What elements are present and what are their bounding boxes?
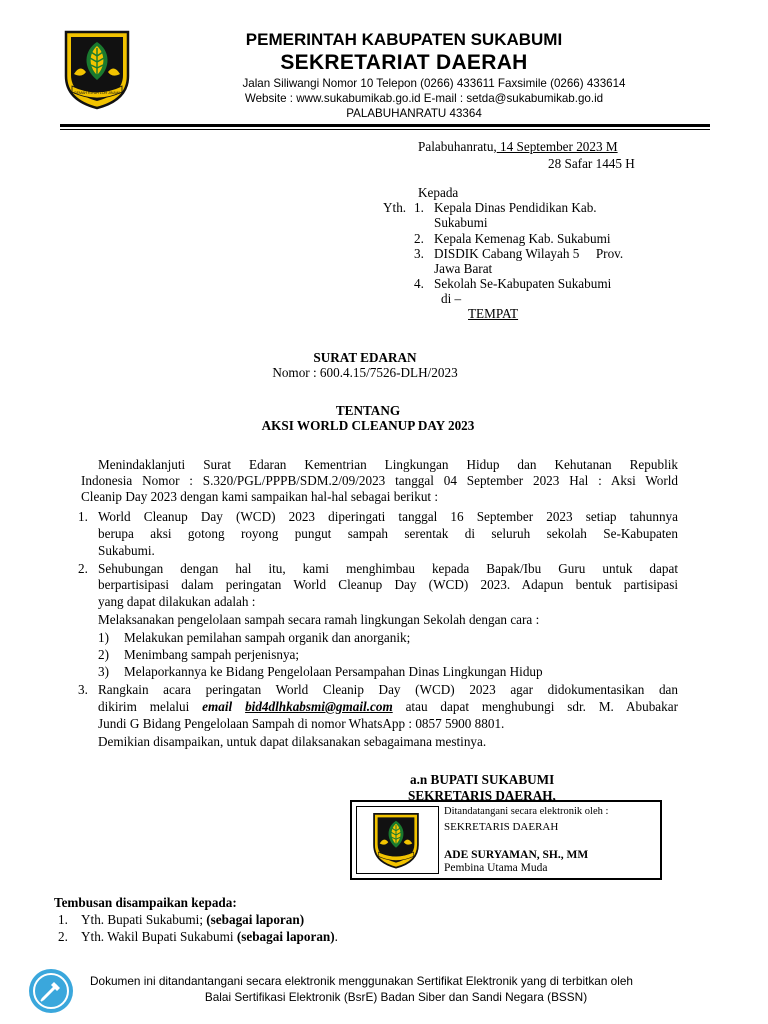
esignature-note: Ditandatangani secara elektronik oleh :: [444, 806, 609, 817]
subject-tentang: TENTANG: [335, 403, 401, 418]
item-2-num: 2.: [78, 561, 88, 576]
tembusan-1: [81, 911, 304, 929]
item-1-line-3: Sukabumi.: [98, 543, 155, 558]
item-1-num: 1.: [78, 509, 88, 524]
recipient-3-cont: Jawa Barat: [434, 261, 493, 276]
tembusan-2-note: (sebagai laporan): [236, 929, 335, 944]
date-hijri: 28 Safar 1445 H: [548, 156, 635, 171]
recipient-kepada: Kepada: [418, 185, 459, 200]
signer-rank: Pembina Utama Muda: [444, 862, 548, 874]
letterhead-office: SEKRETARIAT DAERAH: [280, 51, 528, 74]
item-2-line-2: berpartisipasi dalam peringatan World Cleanup Day (WCD) 2023. Adapun bentuk partisipasi: [98, 577, 678, 592]
subitem-2: Menimbang sampah perjenisnya;: [124, 647, 300, 662]
tembusan-2-num: 2.: [58, 929, 68, 944]
email-link[interactable]: bid4dlhkabsmi@gmail.com: [245, 699, 393, 714]
letterhead-web: Website : www.sukabumikab.go.id E-mail : setda@sukabumikab.go.id: [244, 92, 604, 105]
item-1-line-1: World Cleanup Day (WCD) 2023 diperingati tanggal 16 September 2023 setiap tahunnya: [98, 509, 678, 524]
kabupaten-emblem-icon: [366, 811, 426, 869]
recipient-1-num: 1.: [414, 200, 424, 215]
recipient-yth: Yth.: [383, 200, 407, 215]
subitem-3: Melaporkannya ke Bidang Pengelolaan Persampahan Dinas Lingkungan Hidup: [124, 664, 543, 679]
recipient-2: Kepala Kemenag Kab. Sukabumi: [434, 231, 611, 246]
body-intro-1: Menindaklanjuti Surat Edaran Kementrian Lingkungan Hidup dan Kehutanan Republik: [98, 457, 678, 472]
tembusan-2-text: Yth. Wakil Bupati Sukabumi: [81, 929, 237, 944]
item-2-line-1: Sehubungan dengan hal itu, kami menghimbau kepada Bapak/Ibu Guru untuk dapat: [98, 561, 678, 576]
item-3-line-1: Rangkain acara peringatan World Cleanip Day (WCD) 2023 agar didokumentasikan dan: [98, 682, 678, 697]
closing-text: Demikian disampaikan, untuk dapat dilaksanakan sebagaimana mestinya.: [98, 734, 487, 749]
item-3-pre: dikirim melalui: [98, 699, 203, 714]
item-3-line-2: [98, 698, 678, 716]
recipient-di: di –: [441, 291, 462, 306]
recipient-1-cont: Sukabumi: [434, 215, 488, 230]
item-3-line-3: Jundi G Bidang Pengelolaan Sampah di nomor WhatsApp : 0857 5900 8801.: [98, 716, 505, 731]
item-3-num: 3.: [78, 682, 88, 697]
recipient-4-num: 4.: [414, 276, 424, 291]
item-2-line-4: Melaksanakan pengelolaan sampah secara ramah lingkungan Sekolah dengan cara :: [98, 612, 540, 627]
subitem-2-num: 2): [98, 647, 109, 662]
footer-line-2: Balai Sertifikasi Elektronik (BsrE) Badan Siber dan Sandi Negara (BSSN): [204, 990, 588, 1004]
recipient-4: Sekolah Se-Kabupaten Sukabumi: [434, 276, 612, 291]
esignature-role: SEKRETARIS DAERAH: [444, 821, 559, 833]
body-intro-3: Cleanip Day 2023 dengan kami sampaikan hal-hal sebagai berikut :: [81, 489, 439, 504]
body-intro-2: Indonesia Nomor : S.320/PGL/PPPB/SDM.2/09/2023 tanggal 04 September 2023 Hal : Aksi World: [81, 473, 678, 488]
email-label: email: [202, 699, 233, 714]
subitem-1-num: 1): [98, 630, 109, 645]
signer-name: ADE SURYAMAN, SH., MM: [444, 849, 589, 861]
item-2-line-3: yang dapat dilakukan adalah :: [98, 594, 256, 609]
letterhead-divider-thin: [60, 129, 710, 130]
letterhead-address: Jalan Siliwangi Nomor 10 Telepon (0266) 433611 Faxsimile (0266) 433614: [242, 77, 626, 90]
subitem-3-num: 3): [98, 664, 109, 679]
letter-number: Nomor : 600.4.15/7526-DLH/2023: [272, 365, 458, 380]
footer-line-1: Dokumen ini ditandantangani secara elektronik menggunakan Sertifikat Elektronik yang di terbitkan oleh: [90, 974, 633, 988]
recipient-1: Kepala Dinas Pendidikan Kab.: [434, 200, 597, 215]
letterhead-divider: [60, 124, 710, 127]
emblem-motto-text: GEMAH RIPAH LOH JINAWI: [73, 91, 121, 95]
signature-on-behalf: a.n BUPATI SUKABUMI: [410, 772, 555, 787]
date-place: Palabuhanratu,: [418, 139, 497, 154]
subitem-1: Melakukan pemilahan sampah organik dan anorganik;: [124, 630, 411, 645]
letter-title: SURAT EDARAN: [313, 350, 417, 365]
recipient-3: DISDIK Cabang Wilayah 5 Prov.: [434, 246, 624, 261]
item-3-post: atau dapat menghubungi sdr. M. Abubakar: [392, 699, 678, 714]
signature-role: SEKRETARIS DAERAH,: [408, 788, 556, 803]
date-masehi: 14 September 2023 M: [496, 139, 618, 154]
tembusan-1-num: 1.: [58, 912, 68, 927]
recipient-3-num: 3.: [414, 246, 424, 261]
recipient-tempat: TEMPAT: [468, 306, 519, 321]
letterhead-city: PALABUHANRATU 43364: [346, 107, 482, 120]
subject-title: AKSI WORLD CLEANUP DAY 2023: [261, 418, 475, 433]
letterhead-government: PEMERINTAH KABUPATEN SUKABUMI: [245, 30, 563, 49]
letter-date: [418, 138, 618, 156]
tembusan-1-text: Yth. Bupati Sukabumi;: [81, 912, 207, 927]
recipient-2-num: 2.: [414, 231, 424, 246]
tembusan-2: [81, 928, 338, 946]
tembusan-2-tail: .: [334, 929, 338, 944]
item-1-line-2: berupa aksi gotong royong pungut sampah serentak di seluruh sekolah Se-Kabupaten: [98, 526, 678, 541]
tembusan-title: Tembusan disampaikan kepada:: [54, 895, 237, 910]
tembusan-1-note: (sebagai laporan): [206, 912, 305, 927]
